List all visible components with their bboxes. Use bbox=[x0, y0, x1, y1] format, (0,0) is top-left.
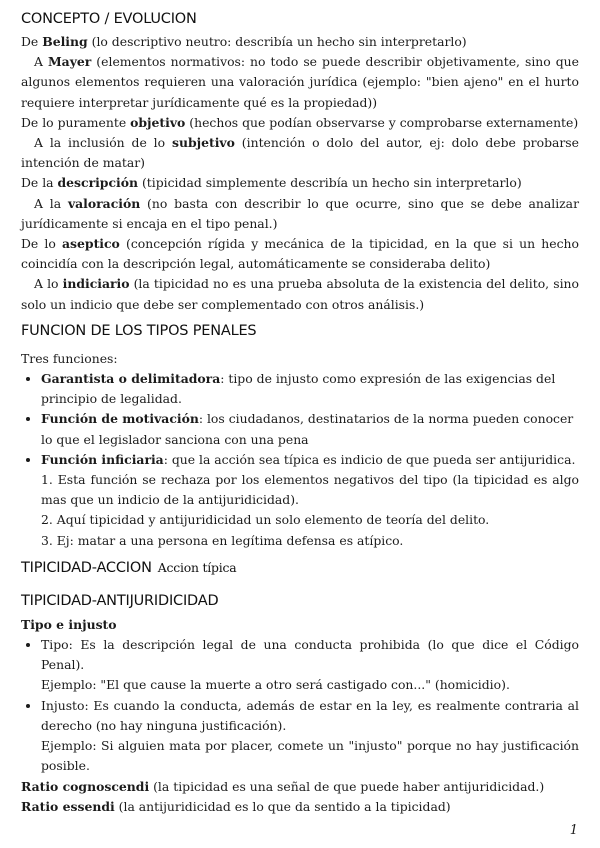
evolution-item bbox=[21, 32, 579, 52]
item-term: objetivo bbox=[130, 114, 186, 130]
heading-text: TIPICIDAD-ACCION bbox=[21, 559, 152, 576]
item-text: De bbox=[21, 34, 43, 49]
item-term: descripción bbox=[57, 175, 138, 191]
item-example: Ejemplo: "El que cause la muerte a otro será castigado con..." (homicidio). bbox=[41, 677, 510, 693]
evolution-item bbox=[21, 133, 579, 173]
evolution-item bbox=[21, 194, 579, 234]
item-term: Función inficiaria bbox=[41, 451, 164, 467]
item-text: (tipicidad simplemente describía un hecho sin interpretarlo) bbox=[138, 175, 522, 191]
item-term: Función de motivación bbox=[41, 411, 199, 427]
heading-tipicidad-antijuridicidad: TIPICIDAD-ANTIJURIDICIDAD bbox=[21, 592, 219, 609]
numbered-sublist bbox=[41, 470, 579, 551]
functions-list bbox=[21, 369, 579, 551]
ratio-term: Ratio essendi bbox=[21, 798, 115, 814]
item-term: valoración bbox=[67, 195, 141, 211]
ratio-text: (la antijuridicidad es lo que da sentido a la tipicidad) bbox=[114, 798, 451, 814]
item-text: (concepción rígida y mecánica de la tipicidad, en la que si un hecho coincidía con la descripción legal, automáticamente se consideraba delito) bbox=[21, 236, 579, 272]
document-page bbox=[21, 6, 579, 817]
item-term: aseptico bbox=[62, 236, 120, 252]
item-term: indiciario bbox=[62, 276, 130, 292]
ratio-essendi bbox=[21, 797, 579, 817]
item-example: Ejemplo: Si alguien mata por placer, comete un "injusto" porque no hay justificación posible. bbox=[41, 738, 579, 774]
functions-intro: Tres funciones: bbox=[21, 350, 118, 366]
evolution-item bbox=[21, 113, 579, 133]
item-text: : los ciudadanos, destinatarios de la norma pueden conocer lo que el legislador sanciona con una pena bbox=[41, 411, 574, 447]
subheading-tipo-injusto: Tipo e injusto bbox=[21, 616, 117, 632]
list-item bbox=[41, 635, 579, 696]
item-text: A la inclusión de lo bbox=[34, 135, 172, 151]
item-text: (elementos normativos: no todo se puede describir objetivamente, sino que algunos elementos requieren una valoración jurídica (ejemplo: "bien ajeno" en el hurto requiere interpretar jurídicamente qué es la propiedad)) bbox=[21, 54, 579, 110]
evolution-item bbox=[21, 274, 579, 314]
item-text: • Tipo: Es la descripción legal de una conducta prohibida (lo que dice el Código Penal). bbox=[41, 637, 579, 673]
evolution-item bbox=[21, 234, 579, 274]
list-item bbox=[41, 450, 579, 551]
page-number: 1 bbox=[569, 823, 578, 838]
numbered-item: 2. Aquí tipicidad y antijuridicidad un solo elemento de teoría del delito. bbox=[41, 512, 490, 528]
heading-tipicidad-accion bbox=[21, 551, 579, 581]
tipo-injusto-list bbox=[21, 635, 579, 776]
item-text: A bbox=[34, 54, 48, 70]
item-text: A lo bbox=[34, 276, 63, 292]
item-text: (intención o dolo del autor, ej: dolo debe probarse intención de matar) bbox=[21, 135, 579, 171]
list-item bbox=[41, 409, 579, 449]
item-term: Beling bbox=[42, 34, 88, 49]
ratio-cognoscendi bbox=[21, 777, 579, 797]
item-text: (lo descriptivo neutro: describía un hecho sin interpretarlo) bbox=[87, 34, 467, 49]
item-text: De la bbox=[21, 175, 58, 191]
list-item bbox=[41, 369, 579, 409]
numbered-item: 3. Ej: matar a una persona en legítima defensa es atípico. bbox=[41, 532, 404, 548]
item-text: (no basta con describir lo que ocurre, sino que se debe analizar jurídicamente si encaja en el tipo penal.) bbox=[21, 195, 579, 231]
item-text: (la tipicidad no es una prueba absoluta de la existencia del delito, sino solo un indicio que debe ser complementado con otros análisis.) bbox=[21, 276, 579, 312]
evolution-item bbox=[21, 52, 579, 113]
item-text: A la bbox=[34, 195, 68, 211]
heading-subtitle: Accion típica bbox=[157, 559, 237, 575]
item-text: • Injusto: Es cuando la conducta, además de estar en la ley, es realmente contraria al derecho (no hay ninguna justificación). bbox=[41, 697, 579, 733]
numbered-item: 1. Esta función se rechaza por los elementos negativos del tipo (la tipicidad es algo mas que un indicio de la antijuridicidad). bbox=[41, 472, 579, 508]
item-text: : tipo de injusto como expresión de las exigencias del principio de legalidad. bbox=[41, 371, 556, 407]
item-term: Mayer bbox=[47, 54, 92, 70]
item-text: De lo puramente bbox=[21, 114, 131, 130]
evolution-item bbox=[21, 173, 579, 193]
ratio-text: (la tipicidad es una señal de que puede haber antijuridicidad.) bbox=[149, 778, 545, 794]
evolution-list bbox=[21, 32, 579, 315]
item-text: (hechos que podían observarse y comprobarse externamente) bbox=[185, 114, 579, 130]
item-text: De lo bbox=[21, 236, 63, 252]
list-item bbox=[41, 696, 579, 777]
item-term: Garantista o delimitadora bbox=[41, 371, 221, 387]
heading-concepto-evolucion: CONCEPTO / EVOLUCION bbox=[21, 11, 197, 27]
item-text: : que la acción sea típica es indicio de que pueda ser antijuridica. bbox=[163, 451, 576, 467]
heading-funcion-tipos-penales: FUNCION DE LOS TIPOS PENALES bbox=[21, 322, 257, 339]
item-term: subjetivo bbox=[171, 135, 235, 151]
ratio-term: Ratio cognoscendi bbox=[21, 778, 150, 794]
